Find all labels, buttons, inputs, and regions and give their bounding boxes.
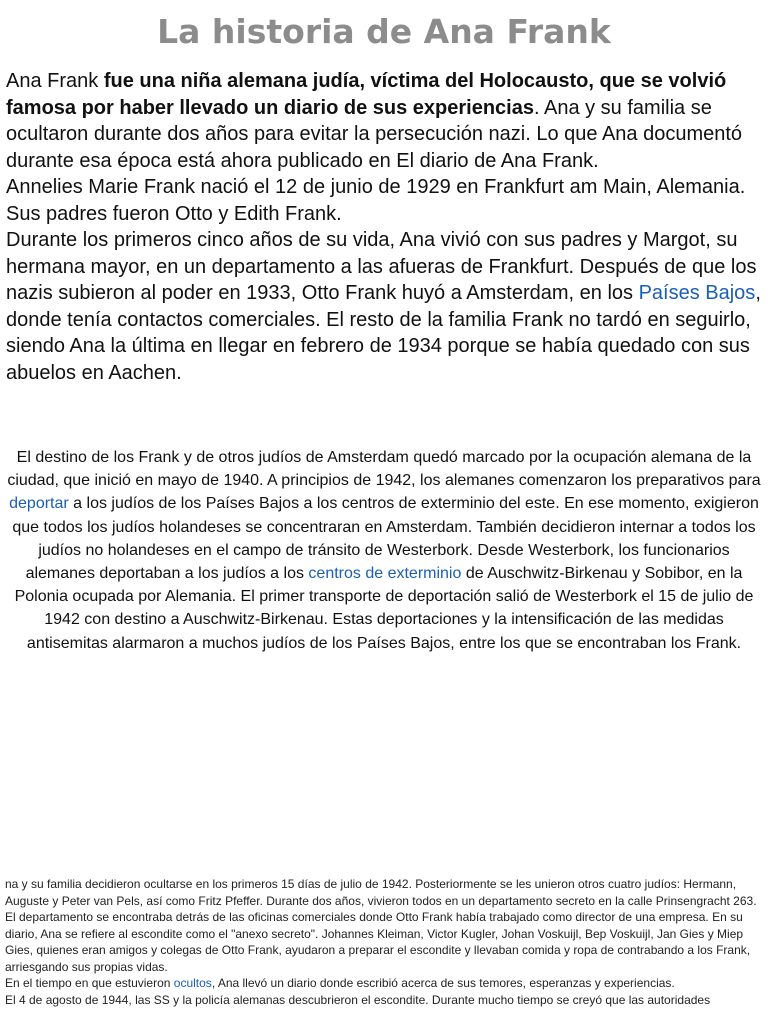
intro-p3-text-b: , donde tenía contactos comerciales. El resto de la familia Frank no tardó en seguirlo, siendo Ana la última en llegar en febrero de 1934 porque se había quedado con sus abuelos en Aachen. — [6, 282, 761, 384]
deportar-link[interactable]: deportar — [9, 495, 69, 513]
destino-text-3: de Auschwitz-Birkenau y Sobibor, en la Polonia ocupada por Alemania. El primer transporte de deportación salió de Westerbork el 15 de julio de 1942 con destino a Auschwitz-Birkenau. Estas deportaciones y la intensificación de las medidas antisemitas alarmaron a muchos judíos de los Países Bajos, entre los que se encontraban los Frank. — [14, 565, 754, 652]
page-title: La historia de Ana Frank — [157, 12, 611, 51]
escondite-paragraph-3: El 4 de agosto de 1944, las SS y la policía alemanas descubrieron el escondite. Durante mucho tiempo se creyó que las autoridades — [5, 992, 711, 1007]
escondite-p2-text-a: En el tiempo en que estuvieron — [5, 976, 174, 990]
paises-bajos-link[interactable]: Países Bajos — [638, 282, 756, 304]
destino-text-1: El destino de los Frank y de otros judíos de Amsterdam quedó marcado por la ocupación alemana de la ciudad, que inició en mayo de 1940. A principios de 1942, los alemanes comenzaron los preparativos para — [7, 449, 761, 490]
intro-paragraph-1 — [6, 68, 764, 174]
intro-p1-bold-text: fue una niña alemana judía, víctima del Holocausto, que se volvió famosa por haber llevado un diario de sus experiencias — [6, 70, 727, 119]
escondite-paragraph-1: na y su familia decidieron ocultarse en los primeros 15 días de julio de 1942. Posteriormente se les unieron otros cuatro judíos: Hermann, Auguste y Peter van Pels, así como Fritz Pfeffer. Durante dos años, vivieron todos en un departamento secreto en la calle Prinsengracht 263. El departamento se encontraba detrás de las oficinas comerciales donde Otto Frank había trabajado como director de una empresa. En su diario, Ana se refiere al escondite como el "anexo secreto". Johannes Kleiman, Victor Kugler, Johan Voskuijl, Bep Voskuijl, Jan Gies y Miep Gies, quienes eran amigos y colegas de Otto Frank, ayudaron a preparar el escondite y llevaban comida y ropa de contrabando a los Frank, arriesgando sus propias vidas. — [5, 877, 757, 974]
intro-paragraph-2: Annelies Marie Frank nació el 12 de junio de 1929 en Frankfurt am Main, Alemania. Sus padres fueron Otto y Edith Frank. — [6, 176, 746, 225]
intro-paragraph-3 — [6, 227, 764, 386]
escondite-section — [5, 876, 766, 1008]
centros-de-exterminio-link[interactable]: centros de exterminio — [308, 565, 462, 583]
destino-text-2: a los judíos de los Países Bajos a los centros de exterminio del este. En ese momento, exigieron que todos los judíos holandeses se concentraran en Amsterdam. También decidieron internar a todos los judíos no holandeses en el campo de tránsito de Westerbork. Desde Westerbork, los funcionarios alemanes deportaban a los judíos a los — [12, 495, 759, 583]
intro-p1-text-b: . Ana y su familia se ocultaron durante dos años para evitar la persecución nazi. Lo que Ana documentó durante esa época está ahora publicado en El diario de Ana Frank. — [6, 96, 743, 172]
escondite-p2-text-b: , Ana llevó un diario donde escribió acerca de sus temores, esperanzas y experiencias. — [211, 976, 675, 990]
escondite-paragraph-2 — [5, 975, 766, 992]
destino-section — [2, 446, 766, 655]
intro-p1-text-a: Ana Frank — [6, 70, 104, 92]
ocultos-link[interactable]: ocultos — [173, 976, 212, 990]
intro-p3-text-a: Durante los primeros cinco años de su vida, Ana vivió con sus padres y Margot, su hermana mayor, en un departamento a las afueras de Frankfurt. Después de que los nazis subieron al poder en 1933, Otto Frank huyó a Amsterdam, en los — [6, 229, 757, 304]
intro-section — [6, 68, 764, 386]
